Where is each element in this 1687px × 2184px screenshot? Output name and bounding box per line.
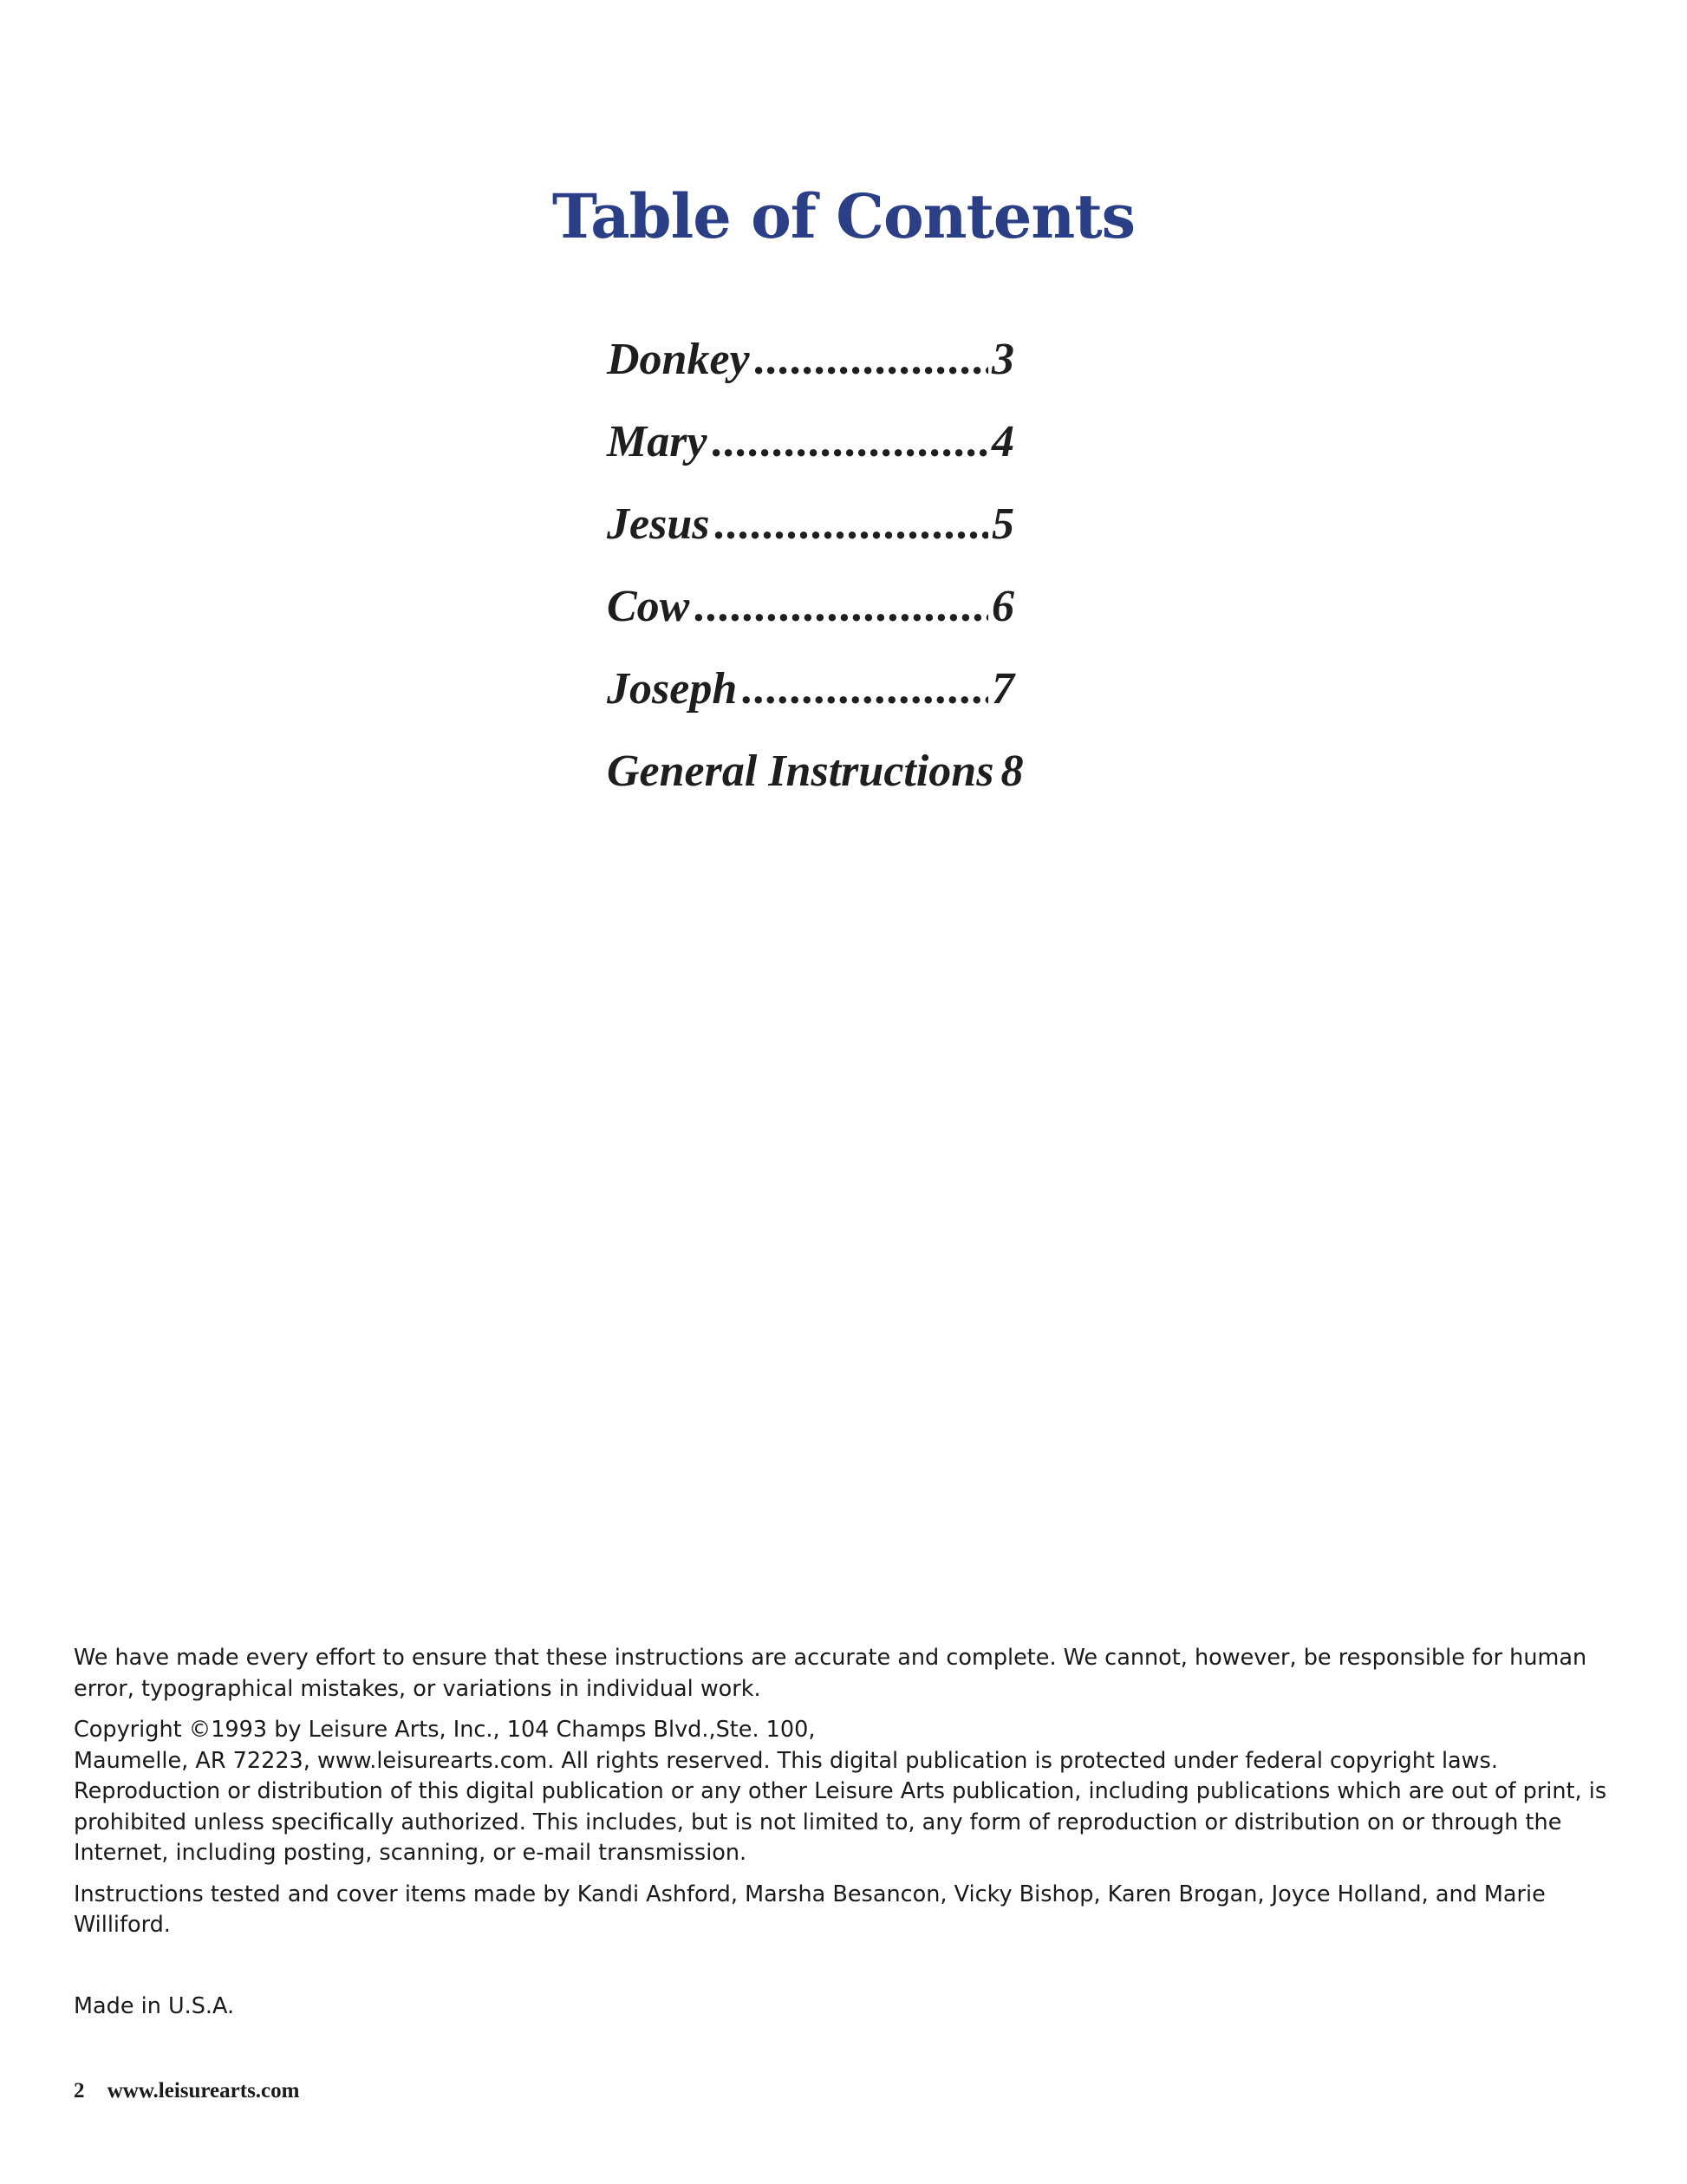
legal-notice [74, 1643, 1617, 2032]
made-in-text: Made in U.S.A. [74, 1992, 235, 2019]
toc-entry-jesus[interactable] [607, 499, 1014, 581]
toc-dot-leader [711, 416, 988, 467]
toc-entry-page: 5 [992, 499, 1014, 549]
toc-entry-label: Joseph [607, 664, 738, 714]
footer-website-link[interactable]: www.leisurearts.com [107, 2079, 300, 2103]
copyright-notice [74, 1715, 1617, 1869]
toc-entry-cow[interactable] [607, 581, 1014, 663]
page-title: Table of Contents [551, 180, 1136, 252]
toc-entry-page: 8 [1000, 746, 1024, 796]
disclaimer-text: We have made every effort to ensure that these instructions are accurate and complete. We cannot, however, be responsible for human error, typographical mistakes, or variations in individual work. [74, 1645, 1587, 1702]
toc-entry-label: Cow [607, 582, 690, 631]
toc-entry-label: General Instructions [607, 746, 994, 796]
toc-entry-page: 3 [992, 335, 1014, 384]
toc-dot-leader [740, 663, 988, 714]
toc-dot-leader [713, 499, 988, 550]
toc-entry-mary[interactable] [607, 416, 1014, 499]
toc-dot-leader [753, 334, 988, 385]
toc-entry-page: 4 [992, 417, 1014, 466]
toc-entry-page: 7 [992, 664, 1014, 714]
toc-entry-label: Donkey [607, 335, 750, 384]
page-footer [74, 2079, 299, 2103]
toc-entry-general-instructions[interactable] [607, 746, 1024, 828]
copyright-body: Maumelle, AR 72223, www.leisurearts.com. All rights reserved. This digital publication is protected under federal copyright laws. Reproduction or distribution of this digital publication or any other Leisure Arts publication, including publications which are out of print, is prohibited unless specifically authorized. This includes, but is not limited to, any form of reproduction or distribution on or through the Internet, including posting, scanning, or e-mail transmission. [74, 1747, 1607, 1866]
toc-entry-donkey[interactable] [607, 334, 1014, 416]
toc-entry-joseph[interactable] [607, 663, 1014, 746]
toc-entry-label: Mary [607, 417, 707, 466]
credits-text: Instructions tested and cover items made by Kandi Ashford, Marsha Besancon, Vicky Bishop, Karen Brogan, Joyce Holland, and Marie Williford. [74, 1881, 1546, 1938]
footer-page-number: 2 [74, 2079, 85, 2103]
toc-entry-label: Jesus [607, 499, 710, 549]
copyright-line-1: Copyright ©1993 by Leisure Arts, Inc., 104 Champs Blvd.,Ste. 100, [74, 1717, 816, 1743]
table-of-contents [607, 334, 1024, 828]
toc-dot-leader [693, 581, 988, 632]
toc-entry-page: 6 [992, 582, 1014, 631]
